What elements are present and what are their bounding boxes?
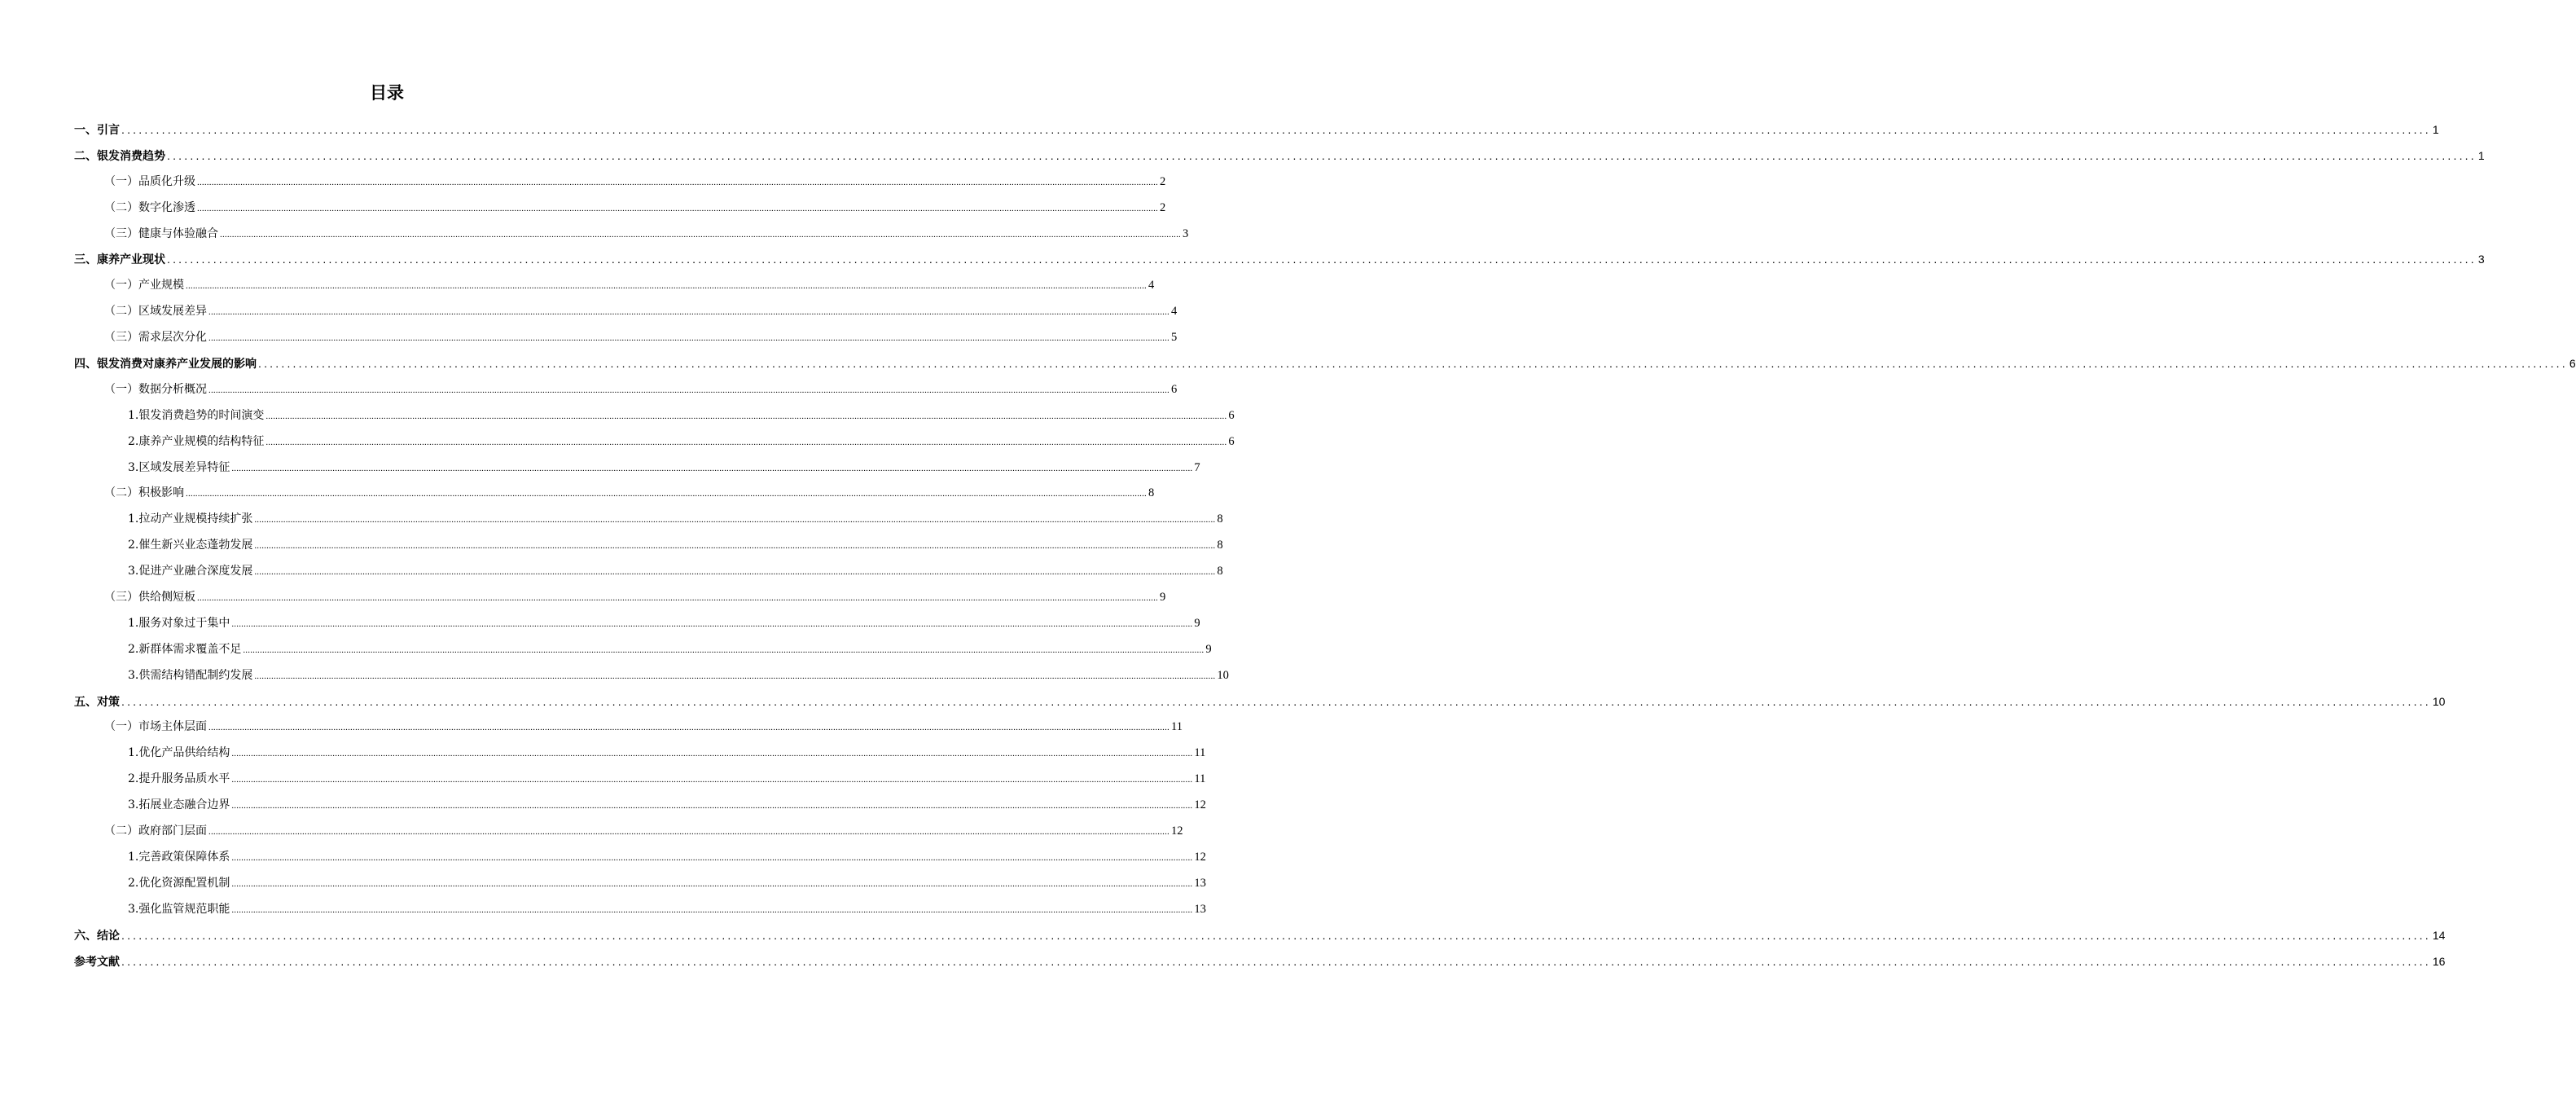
table-of-contents — [74, 117, 2576, 974]
toc-entry-page-number: 2 — [1160, 200, 1166, 214]
dot-leader: ................................................................................................................................................................................................................................................................................................................................................................................................................ — [231, 801, 1193, 811]
toc-entry-page-number: 6 — [1228, 434, 1235, 448]
toc-entry[interactable] — [74, 949, 2446, 975]
dot-leader: ................................................................................................................................................................................................................................................................................................................................................................................................................ — [231, 852, 1193, 863]
dot-leader: ................................................................................................................................................................................................................................................................................................................................................................................................................ — [121, 694, 2431, 708]
dot-leader: ................................................................................................................................................................................................................................................................................................................................................................................................................ — [254, 515, 1216, 526]
dot-leader: ................................................................................................................................................................................................................................................................................................................................................................................................................ — [231, 878, 1193, 889]
dot-leader: ................................................................................................................................................................................................................................................................................................................................................................................................................ — [121, 123, 2431, 136]
toc-entry-page-number: 4 — [1148, 279, 1155, 292]
dot-leader: ................................................................................................................................................................................................................................................................................................................................................................................................................ — [231, 775, 1193, 785]
dot-leader: ................................................................................................................................................................................................................................................................................................................................................................................................................ — [186, 489, 1147, 499]
toc-entry-label: （三）健康与体验融合 — [104, 226, 218, 240]
toc-entry-label: 四、银发消费对康养产业发展的影响 — [74, 358, 257, 372]
dot-leader: ................................................................................................................................................................................................................................................................................................................................................................................................................ — [167, 148, 2477, 162]
toc-entry[interactable] — [74, 481, 1155, 507]
toc-entry[interactable] — [74, 117, 2439, 143]
dot-leader: ................................................................................................................................................................................................................................................................................................................................................................................................................ — [231, 749, 1193, 759]
toc-entry[interactable] — [74, 559, 1223, 585]
toc-entry-page-number: 8 — [1217, 512, 1223, 526]
toc-entry[interactable] — [74, 741, 1206, 767]
toc-entry[interactable] — [74, 377, 1178, 403]
toc-entry-label: （二）积极影响 — [104, 486, 184, 500]
toc-entry-page-number: 2 — [1160, 174, 1166, 188]
toc-entry[interactable] — [74, 663, 1229, 689]
toc-entry-label: 3.强化监管规范职能 — [128, 902, 230, 916]
toc-entry-page-number: 11 — [1194, 772, 1206, 786]
toc-entry[interactable] — [74, 533, 1223, 559]
toc-entry-label: 一、引言 — [74, 124, 120, 137]
toc-entry-page-number: 12 — [1194, 798, 1206, 812]
toc-title: 目录 — [370, 83, 404, 103]
dot-leader: ................................................................................................................................................................................................................................................................................................................................................................................................................ — [220, 229, 1181, 240]
toc-entry[interactable] — [74, 585, 1166, 611]
toc-entry[interactable] — [74, 507, 1223, 533]
toc-entry-label: 2.催生新兴业态蓬勃发展 — [128, 539, 253, 552]
toc-entry[interactable] — [74, 637, 1212, 663]
toc-entry-label: 1.拉动产业规模持续扩张 — [128, 512, 253, 526]
dot-leader: ................................................................................................................................................................................................................................................................................................................................................................................................................ — [121, 928, 2431, 942]
toc-entry-page-number: 9 — [1205, 642, 1212, 656]
toc-entry-page-number: 13 — [1194, 902, 1206, 916]
toc-entry-label: 3.拓展业态融合边界 — [128, 798, 230, 812]
dot-leader: ................................................................................................................................................................................................................................................................................................................................................................................................................ — [208, 307, 1170, 318]
toc-entry-page-number: 6 — [1228, 408, 1235, 422]
toc-entry[interactable] — [74, 273, 1155, 299]
toc-entry-label: （一）产业规模 — [104, 279, 184, 292]
toc-entry[interactable] — [74, 715, 1183, 741]
toc-entry-page-number: 10 — [1217, 668, 1229, 682]
toc-entry-label: （三）需求层次分化 — [104, 331, 207, 345]
toc-entry[interactable] — [74, 169, 1166, 196]
toc-entry-label: 1.服务对象过于集中 — [128, 616, 230, 630]
toc-entry[interactable] — [74, 196, 1166, 222]
toc-entry-label: 2.新群体需求覆盖不足 — [128, 642, 242, 656]
toc-entry-label: 3.供需结构错配制约发展 — [128, 668, 253, 682]
toc-entry-page-number: 12 — [1171, 825, 1183, 838]
toc-entry-page-number: 1 — [2477, 148, 2485, 162]
toc-entry[interactable] — [74, 429, 1235, 455]
dot-leader: ................................................................................................................................................................................................................................................................................................................................................................................................................ — [121, 954, 2431, 968]
toc-entry-label: 六、结论 — [74, 929, 120, 943]
toc-entry[interactable] — [74, 923, 2446, 949]
dot-leader: ................................................................................................................................................................................................................................................................................................................................................................................................................ — [265, 437, 1227, 447]
dot-leader: ................................................................................................................................................................................................................................................................................................................................................................................................................ — [243, 644, 1205, 655]
toc-entry-page-number: 3 — [1183, 226, 1189, 240]
toc-entry-page-number: 9 — [1160, 591, 1166, 605]
toc-entry[interactable] — [74, 845, 1206, 871]
toc-entry-label: （三）供给侧短板 — [104, 591, 195, 605]
toc-entry-label: 2.优化资源配置机制 — [128, 876, 230, 890]
toc-entry-page-number: 6 — [1171, 382, 1178, 396]
dot-leader: ................................................................................................................................................................................................................................................................................................................................................................................................................ — [197, 177, 1158, 187]
toc-entry-label: 1.完善政策保障体系 — [128, 850, 230, 864]
toc-entry-label: （一）数据分析概况 — [104, 382, 207, 396]
toc-entry[interactable] — [74, 222, 1189, 248]
toc-entry-label: 2.提升服务品质水平 — [128, 772, 230, 786]
toc-entry-page-number: 4 — [1171, 305, 1178, 319]
toc-entry[interactable] — [74, 767, 1206, 793]
toc-entry-page-number: 12 — [1194, 850, 1206, 864]
dot-leader: ................................................................................................................................................................................................................................................................................................................................................................................................................ — [231, 463, 1193, 473]
toc-entry-label: 1.优化产品供给结构 — [128, 746, 230, 760]
toc-entry-label: （一）品质化升级 — [104, 174, 195, 188]
toc-entry[interactable] — [74, 455, 1200, 482]
toc-entry-label: 2.康养产业规模的结构特征 — [128, 434, 265, 448]
toc-entry-page-number: 10 — [2432, 694, 2446, 708]
toc-entry-label: （二）区域发展差异 — [104, 305, 207, 319]
toc-entry[interactable] — [74, 611, 1200, 637]
toc-entry-label: （二）政府部门层面 — [104, 825, 207, 838]
dot-leader: ................................................................................................................................................................................................................................................................................................................................................................................................................ — [197, 203, 1158, 213]
toc-entry-label: 二、银发消费趋势 — [74, 149, 165, 163]
toc-entry[interactable] — [74, 403, 1235, 429]
dot-leader: ................................................................................................................................................................................................................................................................................................................................................................................................................ — [208, 827, 1170, 838]
toc-entry[interactable] — [74, 689, 2446, 715]
toc-entry-label: 1.银发消费趋势的时间演变 — [128, 408, 265, 422]
toc-entry-label: 参考文献 — [74, 955, 120, 969]
toc-entry-page-number: 8 — [1148, 486, 1155, 500]
toc-entry-label: 五、对策 — [74, 695, 120, 709]
toc-entry-label: 三、康养产业现状 — [74, 253, 165, 267]
toc-entry[interactable] — [74, 247, 2485, 273]
toc-entry-page-number: 13 — [1194, 876, 1206, 890]
toc-entry[interactable] — [74, 143, 2485, 169]
toc-entry-page-number: 9 — [1194, 616, 1200, 630]
dot-leader: ................................................................................................................................................................................................................................................................................................................................................................................................................ — [186, 281, 1147, 292]
toc-entry[interactable] — [74, 351, 2576, 377]
dot-leader: ................................................................................................................................................................................................................................................................................................................................................................................................................ — [231, 618, 1193, 629]
dot-leader: ................................................................................................................................................................................................................................................................................................................................................................................................................ — [265, 411, 1227, 421]
toc-entry[interactable] — [74, 871, 1206, 897]
toc-entry-page-number: 3 — [2477, 253, 2485, 266]
dot-leader: ................................................................................................................................................................................................................................................................................................................................................................................................................ — [208, 723, 1170, 733]
dot-leader: ................................................................................................................................................................................................................................................................................................................................................................................................................ — [231, 904, 1193, 915]
dot-leader: ................................................................................................................................................................................................................................................................................................................................................................................................................ — [197, 593, 1158, 604]
dot-leader: ................................................................................................................................................................................................................................................................................................................................................................................................................ — [208, 333, 1170, 344]
toc-entry-page-number: 14 — [2432, 928, 2446, 942]
toc-entry-page-number: 5 — [1171, 331, 1178, 345]
toc-entry-page-number: 11 — [1171, 720, 1183, 734]
toc-entry-page-number: 7 — [1194, 460, 1200, 474]
toc-entry-label: 3.促进产业融合深度发展 — [128, 565, 253, 578]
toc-entry[interactable] — [74, 897, 1206, 923]
dot-leader: ................................................................................................................................................................................................................................................................................................................................................................................................................ — [254, 541, 1216, 552]
toc-entry-page-number: 11 — [1194, 746, 1206, 760]
toc-entry-page-number: 8 — [1217, 539, 1223, 552]
toc-entry-page-number: 6 — [2569, 357, 2576, 371]
dot-leader: ................................................................................................................................................................................................................................................................................................................................................................................................................ — [258, 357, 2568, 371]
toc-entry-page-number: 16 — [2432, 954, 2446, 968]
dot-leader: ................................................................................................................................................................................................................................................................................................................................................................................................................ — [208, 385, 1170, 395]
toc-entry-label: 3.区域发展差异特征 — [128, 460, 230, 474]
toc-entry-page-number: 1 — [2432, 123, 2439, 136]
toc-entry[interactable] — [74, 793, 1206, 819]
toc-entry[interactable] — [74, 299, 1178, 325]
toc-entry-page-number: 8 — [1217, 565, 1223, 578]
dot-leader: ................................................................................................................................................................................................................................................................................................................................................................................................................ — [167, 253, 2477, 266]
toc-entry-label: （二）数字化渗透 — [104, 200, 195, 214]
dot-leader: ................................................................................................................................................................................................................................................................................................................................................................................................................ — [254, 567, 1216, 578]
toc-entry[interactable] — [74, 325, 1178, 351]
toc-entry[interactable] — [74, 819, 1183, 845]
toc-entry-label: （一）市场主体层面 — [104, 720, 207, 734]
dot-leader: ................................................................................................................................................................................................................................................................................................................................................................................................................ — [254, 671, 1216, 681]
